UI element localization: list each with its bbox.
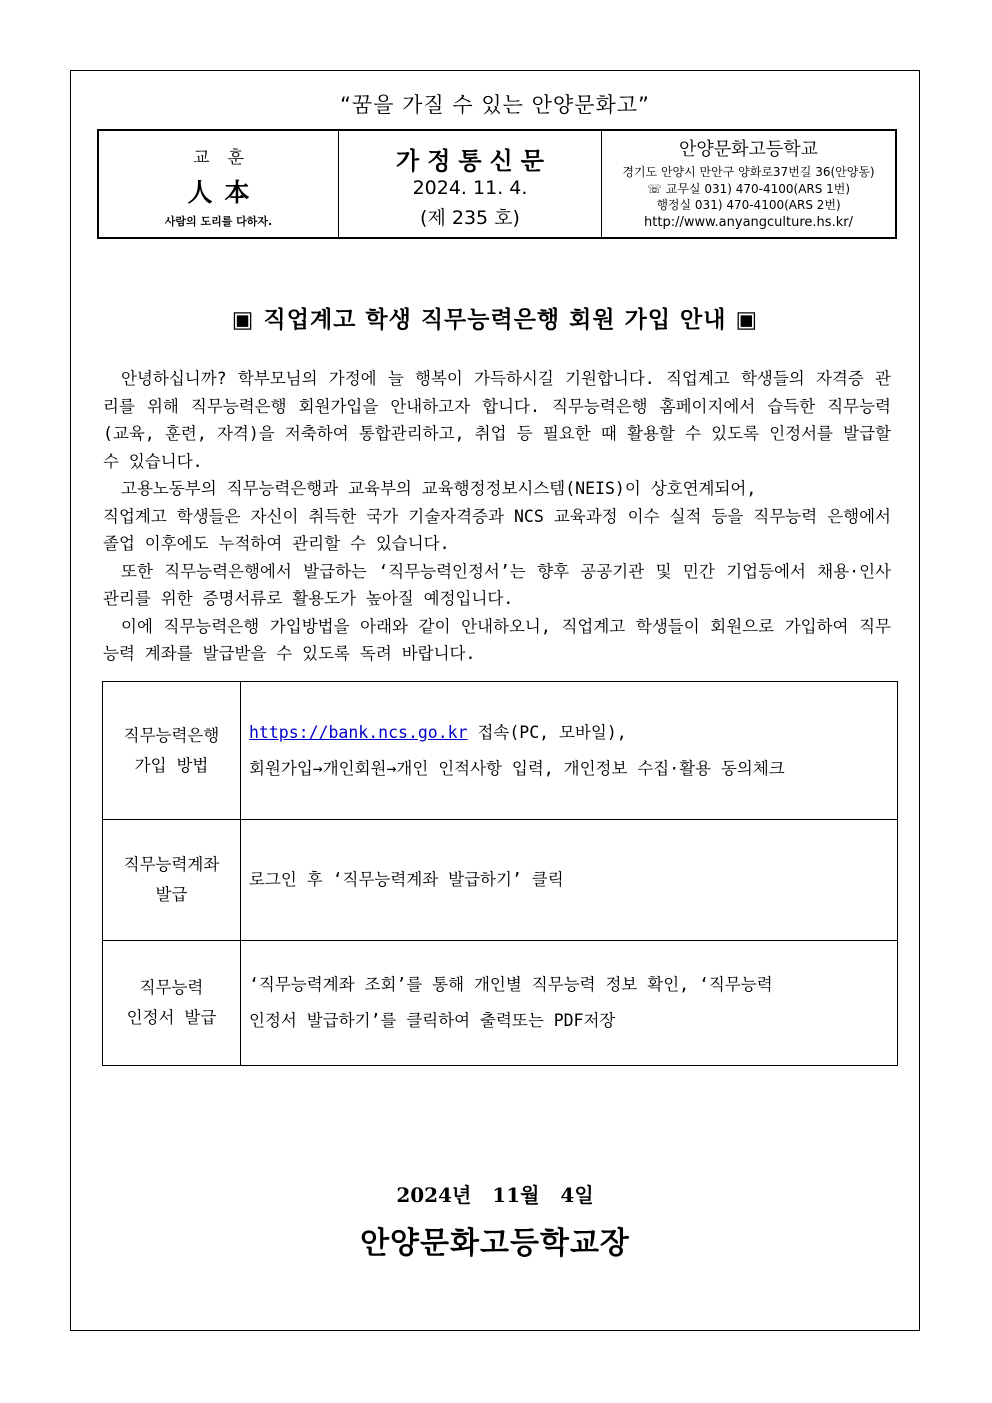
newsletter-title: 가정통신문 [396,147,552,175]
table-row [103,941,898,1066]
issue-date: 2024년 11월 4일 [396,1183,594,1207]
label-line: 인정서 발급 [126,1008,217,1027]
motto-sub: 사람의 도리를 다하자. [164,215,273,228]
row-label [103,682,241,820]
row-value: 로그인 후 ‘직무능력계좌 발급하기’ 클릭 [241,820,898,941]
school-motto-cell [99,131,339,237]
value-line: 회원가입→개인회원→개인 인적사항 입력, 개인정보 수집·활용 동의체크 [249,758,785,778]
motto-banner: “꿈을 가질 수 있는 안양문화고” [340,93,650,117]
newsletter-cell [339,131,602,237]
paragraph: 안녕하십니까? 학부모님의 가정에 늘 행복이 가득하시길 기원합니다. 직업계고 학생들의 자격증 관리를 위해 직무능력은행 회원가입을 안내하고자 합니다. 직무능력은행 홈페이지에서 습득한 직무능력(교육, 훈련, 자격)을 저축하여 통합관리하고, 취업 등 필요한 때 활용할 수 있도록 인정서를 발급할 수 있습니다. [103,369,891,471]
row-label [103,941,241,1066]
paragraph: 이에 직무능력은행 가입방법을 아래와 같이 안내하오니, 직업계고 학생들이 회원으로 가입하여 직무능력 계좌를 발급받을 수 있도록 독려 바랍니다. [103,616,891,663]
signer-name: 안양문화고등학교장 [360,1226,630,1261]
paragraph: 직업계고 학생들은 자신이 취득한 국가 기술자격증과 NCS 교육과정 이수 실적 등을 직무능력 은행에서 졸업 이후에도 누적하여 관리할 수 있습니다. [103,506,891,553]
newsletter-issue: (제 235 호) [420,207,520,229]
label-line: 직무능력 [139,978,204,997]
ncs-bank-link[interactable]: https://bank.ncs.go.kr [249,722,468,742]
motto-main: 人本 [187,178,262,207]
link-suffix: 접속(PC, 모바일), [467,722,627,742]
table-row [103,682,898,820]
phone-office: ☏ 교무실 031) 470-4100(ARS 1번) [646,182,851,196]
school-name: 안양문화고등학교 [678,139,819,160]
value-line: 인정서 발급하기’를 클릭하여 출력또는 PDF저장 [249,1011,616,1030]
letterhead [97,129,897,239]
body-text [103,365,891,668]
school-info-cell [602,131,895,237]
newsletter-date: 2024. 11. 4. [412,177,528,199]
label-line: 가입 방법 [134,755,209,775]
phone-admin: 행정실 031) 470-4100(ARS 2번) [656,198,841,212]
table-row [103,820,898,941]
document-title: ▣ 직업계고 학생 직무능력은행 회원 가입 안내 ▣ [231,307,759,333]
paragraph: 또한 직무능력은행에서 발급하는 ‘직무능력인정서’는 향후 공공기관 및 민간 기업등에서 채용·인사관리를 위한 증명서류로 활용도가 높아질 예정입니다. [103,561,891,608]
row-label [103,820,241,941]
value-line: ‘직무능력계좌 조회’를 통해 개인별 직무능력 정보 확인, ‘직무능력 [249,975,773,994]
label-line: 직무능력계좌 [123,855,220,874]
label-line: 발급 [155,885,188,904]
school-website[interactable]: http://www.anyangculture.hs.kr/ [644,215,853,230]
paragraph: 고용노동부의 직무능력은행과 교육부의 교육행정정보시스템(NEIS)이 상호연계되어, [121,479,757,498]
signup-info-table [102,681,898,1066]
row-value [241,682,898,820]
label-line: 직무능력은행 [123,725,220,745]
school-address: 경기도 안양시 만안구 양화로37번길 36(안양동) [622,165,875,179]
row-value [241,941,898,1066]
document-frame [70,70,920,1331]
value-line [249,715,889,751]
motto-label: 교훈 [193,148,262,168]
